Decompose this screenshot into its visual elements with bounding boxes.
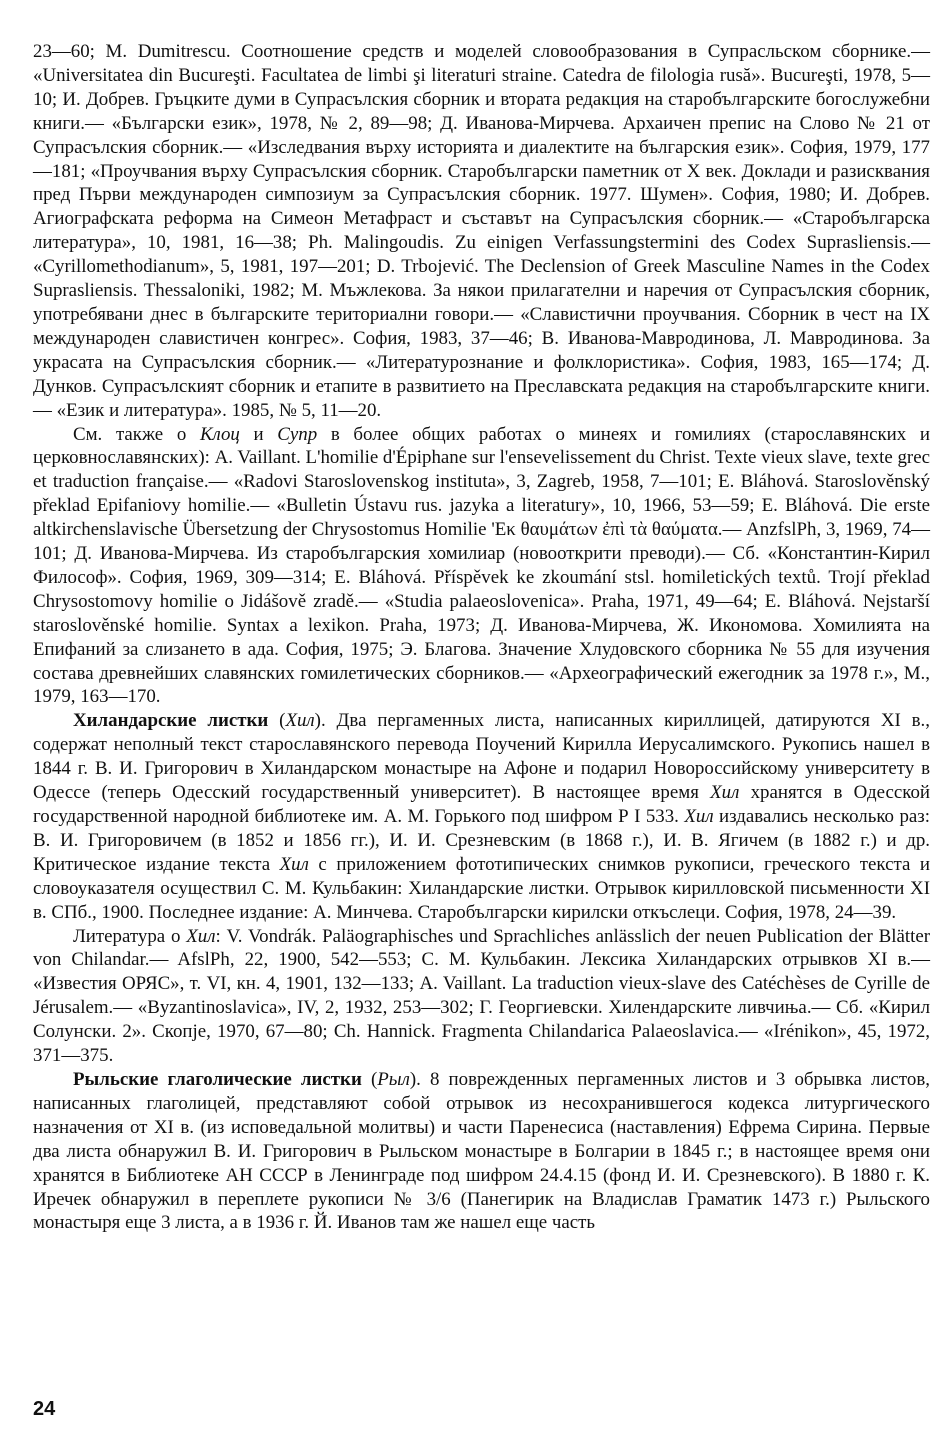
text-run: и: [239, 423, 278, 445]
italic-abbrev: Клоц: [199, 423, 240, 445]
entry-heading: Рыльские глаголические листки: [73, 1068, 362, 1090]
text-run: издавались несколько раз: В. И. Григоровичем (в 1852 и 1856 гг.), И. И. Срезневским (в 1868 г.), И. В. Ягичем (в 1882 г.) и др. Критическое издание текста: [33, 806, 930, 875]
text-run: (: [268, 710, 286, 732]
paragraph: [33, 423, 930, 710]
text-run: в более общих работах о минеях и гомилиях (старославянских и церковнославянских): A. Vaillant. L'homilie d'Épiphane sur l'ensevelissement du Christ. Texte vieux slave, texte grec et traduction française.— «Radovi Staroslovenskog instituta», 3, Zagreb, 1958, 7—101; E. Bláhová. Staroslověnský překlad Epifaniovy homilie.— «Bulletin Ústavu rus. jazyka a literatury», 10, 1966, 53—59; E. Bláhová. Die erste altkirchenslavische Übersetzung der Chrysostomus Homilie 'Εκ θαυμάτων ἐπὶ τὰ θαύματα.— AnzfslPh, 3, 1969, 74—101; Д. Иванова-Мирчева. Из старобългарския хомилиар (новооткрити преводи).— Сб. «Константин-Кирил Философ». София, 1969, 309—314; E. Bláhová. Příspěvek ke zkoumání stsl. homiletických textů. Trojí překlad Chrysostomovy homilie o Jidášově zradě.— «Studia palaeoslovenica». Praha, 1971, 49—64; E. Bláhová. Nejstarší staroslověnské homilie. Syntax a lexikon. Praha, 1973; Д. Иванова-Мирчева, Ж. Икономова. Хомилията на Епифаний за слизането в ада. София, 1975; Э. Благова. Значение Хлудовского сборника № 55 для изучения состава древнейших славянских гомилетических сборников.— «Археографический ежегодник за 1978 г.», М., 1979, 163—170.: [33, 423, 930, 708]
text-run: ). 8 поврежденных пергаменных листов и 3 обрывка листов, написанных глаголицей, представляют собой отрывок из несохранившегося кодекса литургического назначения от XI в. (из исповедальной молитвы) и части Паренесиса (наставления) Ефрема Сирина. Первые два листа обнаружил В. И. Григорович в Рыльском монастыре в Болгарии в 1845 г.; в настоящее время они хранятся в Библиотеке АН СССР в Ленинграде под шифром 24.4.15 (фонд И. И. Срезневского). В 1880 г. К. Иречек обнаружил в переплете рукописи № 3/6 (Панегирик на Владислав Граматик 1473 г.) Рыльского монастыря еще 3 листа, а в 1936 г. Й. Иванов там же нашел еще часть: [33, 1068, 931, 1234]
paragraph: [33, 709, 930, 924]
page-body: [33, 40, 930, 1235]
italic-abbrev: Хил: [186, 925, 216, 947]
italic-abbrev: Хил: [684, 806, 714, 827]
text-run: ). Два пергаменных листа, написанных кириллицей, датируются XI в., содержат неполный текст старославянского перевода Поучений Кирилла Иерусалимского. Рукопись нашел в 1844 г. В. И. Григорович в Хиландарском монастыре на Афоне и подарил Новороссийскому университету в Одессе (теперь Одесский государственный университет). В настоящее время: [33, 710, 930, 804]
paragraph: [33, 1068, 930, 1235]
paragraph: [33, 925, 930, 1068]
text-run: : V. Vondrák. Paläographisches und Sprachliches anlässlich der neuen Publication der Blätter von Chilandar.— AfslPh, 22, 1900, 542—553; С. М. Кульбакин. Лексика Хиландарских отрывков XI в.— «Известия ОРЯС», т. VI, кн. 4, 1901, 132—133; A. Vaillant. La traduction vieux-slave des Catéchèses de Cyrille de Jérusalem.— «Byzantinoslavica», IV, 2, 1932, 253—302; Г. Георгиевски. Хилендарските ливчиња.— Сб. «Кирил Солунски. 2». Скопје, 1970, 67—80; Ch. Hannick. Fragmenta Chilandarica Palaeoslavica.— «Irénikon», 45, 1972, 371—375.: [33, 925, 930, 1067]
text-run: с приложением фототипических снимков рукописи, греческого текста и словоуказателя осуществил С. М. Кульбакин: Хиландарские листки. Отрывок кирилловской письменности XI в. СПб., 1900. Последнее издание: А. Минчева. Старобългарски кирилски откъслеци. София, 1978, 24—39.: [33, 853, 931, 923]
text-run: (: [361, 1068, 378, 1090]
text-run: Литература о: [73, 925, 187, 947]
italic-abbrev: Хил: [285, 710, 315, 732]
text-run: 23—60; M. Dumitrescu. Соотношение средств и моделей словообразования в Супрасльском сборнике.— «Universitatea din Bucureşti. Facultatea de limbi şi literaturi straine. Catedra de filologia rusă». Bucureşti, 1978, 5—10; И. Добрев. Гръцките думи в Супрасълския сборник и втората редакция на старобългарските богослужебни книги.— «Български език», 1978, № 2, 89—98; Д. Иванова-Мирчева. Архаичен препис на Слово № 21 от Супрасълския сборник.— «Изследвания върху историята и диалектите на българския език». София, 1979, 177—181; «Проучвания върху Супрасълския сборник. Старобългарски паметник от X век. Доклади и разисквания пред Първи международен симпозиум за Супрасълския сборник. 1977. Шумен». София, 1980; И. Добрев. Агиографската реформа на Симеон Метафраст и съставът на Супрасълския сборник.— «Старобългарска литература», 10, 1981, 16—38; Ph. Malingoudis. Zu einigen Verfassungstermini des Codex Suprasliensis.— «Cyrillomethodianum», 5, 1981, 197—201; D. Trbojević. The Declension of Greek Masculine Names in the Codex Suprasliensis. Thessaloniki, 1982; М. Мъжлекова. За някои прилагателни и наречия от Супрасълския сборник, употребявани днес в българските териториални говори.— «Славистични проучвания. Сборник в чест на IX международен славистичен конгрес». София, 1983, 37—46; В. Иванова-Мавродинова, Л. Мавродинова. За украсата на Супрасълския сборник.— «Литературознание и фолклористика». София, 1983, 165—174; Д. Дунков. Супрасълският сборник и етапите в развитието на Преславската редакция на старобългарските книги.— «Език и литература». 1985, № 5, 11—20.: [33, 41, 930, 421]
entry-heading: Хиландарские листки: [73, 710, 269, 732]
text-run: См. также о: [73, 423, 200, 445]
paragraph: [33, 40, 930, 423]
italic-abbrev: Хил: [279, 853, 309, 875]
text-run: хранятся в Одесской государственной народной библиотеке им. А. М. Горького под шифром Р I 533.: [33, 782, 930, 827]
italic-abbrev: Хил: [710, 782, 740, 804]
italic-abbrev: Рыл: [377, 1068, 410, 1090]
italic-abbrev: Супр: [277, 423, 318, 445]
page-number: 24: [33, 1398, 56, 1420]
